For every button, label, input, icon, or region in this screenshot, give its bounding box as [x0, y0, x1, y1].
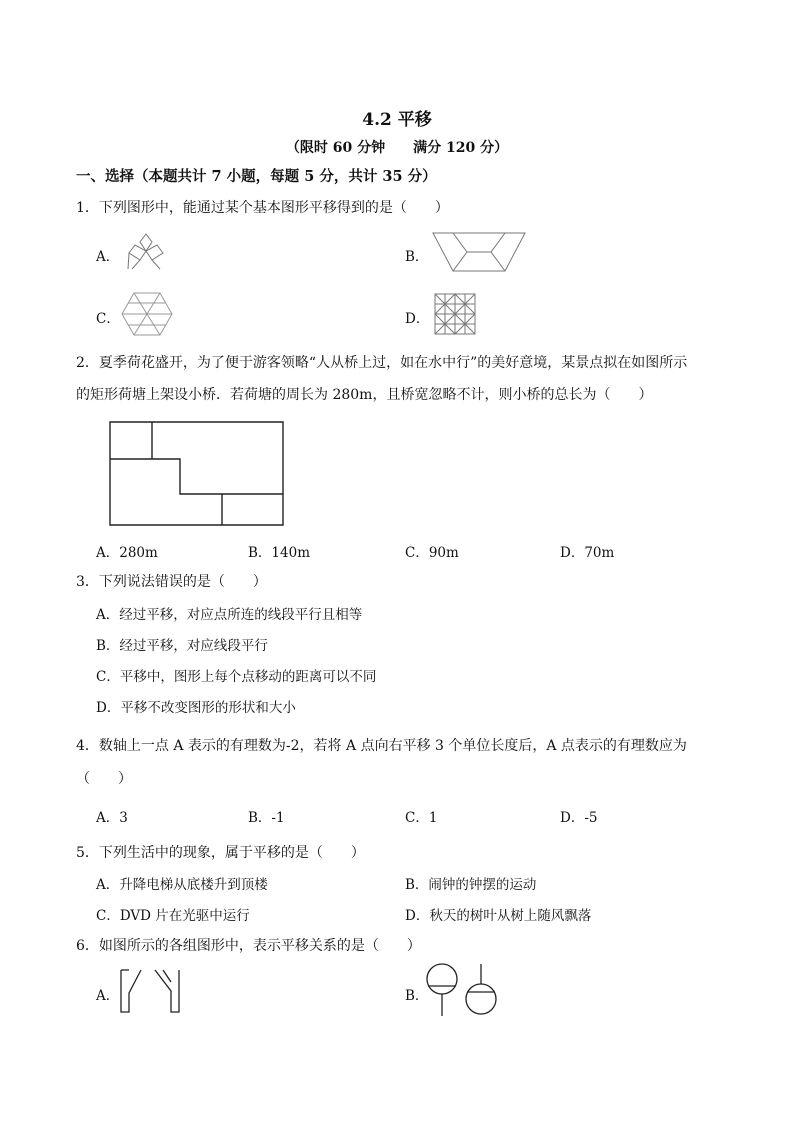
- question-4-line-1: 4．数轴上一点 A 表示的有理数为-2，若将 A 点向右平移 3 个单位长度后，A 点表示的有理数应为: [76, 738, 687, 754]
- q5-option-c: C．DVD 片在光驱中运行: [96, 908, 250, 924]
- question-5-text: 5．下列生活中的现象，属于平移的是（ ）: [76, 845, 365, 861]
- q1-option-c-figure: [122, 292, 172, 336]
- q1-option-b-label: B．: [405, 249, 429, 265]
- question-6-text: 6．如图所示的各组图形中，表示平移关系的是（ ）: [76, 938, 421, 954]
- q4-option-d: D．-5: [560, 810, 598, 826]
- section-heading: 一、选择（本题共计 7 小题，每题 5 分，共计 35 分）: [76, 168, 437, 185]
- question-1-text: 1．下列图形中，能通过某个基本图形平移得到的是（ ）: [76, 200, 449, 216]
- question-2-line-2: 的矩形荷塘上架设小桥．若荷塘的周长为 280m，且桥宽忽略不计，则小桥的总长为（ ）: [76, 387, 653, 403]
- page-subtitle: （限时 60 分钟 满分 120 分）: [285, 140, 509, 156]
- question-4-line-2: （ ）: [76, 771, 132, 787]
- q1-option-d-figure: [435, 294, 475, 334]
- q3-option-c: C．平移中，图形上每个点移动的距离可以不同: [96, 669, 377, 685]
- q1-option-a-figure: [126, 232, 166, 272]
- q3-option-a: A．经过平移，对应点所连的线段平行且相等: [96, 607, 363, 623]
- question-3-text: 3．下列说法错误的是（ ）: [76, 574, 267, 590]
- q4-option-c: C．1: [405, 810, 438, 826]
- q2-pond-figure: [109, 421, 284, 526]
- q2-option-a: A．280m: [96, 545, 158, 561]
- page-title: 4.2 平移: [362, 110, 432, 130]
- q6-option-b-label: B．: [405, 988, 429, 1004]
- q5-option-a: A．升降电梯从底楼升到顶楼: [96, 877, 268, 893]
- q2-option-d: D．70m: [560, 545, 615, 561]
- q1-option-a-label: A．: [96, 249, 120, 265]
- question-2-line-1: 2．夏季荷花盛开，为了便于游客领略“人从桥上过，如在水中行”的美好意境，某景点拟在如图所示: [76, 355, 688, 371]
- q5-option-d: D．秋天的树叶从树上随风飘落: [405, 908, 592, 924]
- q4-option-a: A．3: [96, 810, 128, 826]
- q5-option-b: B．闹钟的钟摆的运动: [405, 877, 537, 893]
- q6-option-b-figure: [426, 962, 502, 1018]
- q1-option-c-label: C．: [96, 311, 120, 327]
- q1-option-b-figure: [433, 232, 525, 272]
- q2-option-c: C．90m: [405, 545, 459, 561]
- q6-option-a-label: A．: [96, 988, 120, 1004]
- q1-option-d-label: D．: [405, 311, 430, 327]
- q3-option-b: B．经过平移，对应线段平行: [96, 638, 268, 654]
- q4-option-b: B．-1: [248, 810, 285, 826]
- q3-option-d: D．平移不改变图形的形状和大小: [96, 700, 296, 716]
- q2-option-b: B．140m: [248, 545, 310, 561]
- q6-option-a-figure: [119, 969, 181, 1013]
